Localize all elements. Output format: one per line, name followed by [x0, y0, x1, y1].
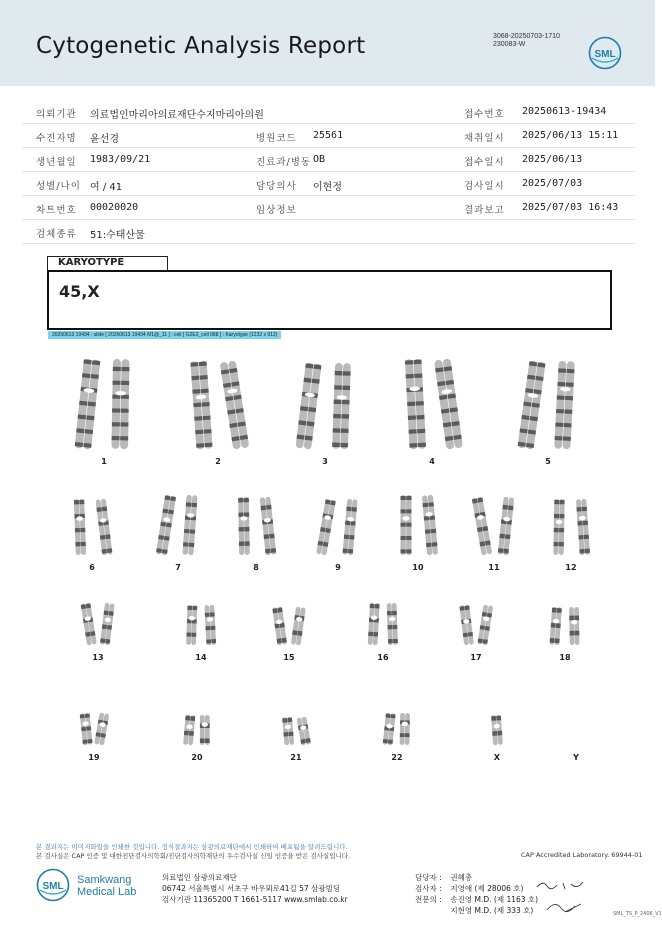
specialist-signature: [545, 896, 585, 916]
collection-label: 채취일시: [464, 133, 505, 144]
chromosome: [100, 603, 115, 646]
chromosome: [297, 716, 311, 745]
report-header: [0, 0, 655, 86]
sml-logo: [588, 36, 622, 70]
chromosome-label-15: 15: [283, 653, 295, 662]
reported-value: 2025/07/03 16:43: [522, 202, 619, 213]
chromosome: [477, 604, 493, 645]
chromosome-label-7: 7: [175, 563, 181, 572]
chromosome: [316, 499, 336, 556]
karyotype-tab: KARYOTYPE: [47, 256, 168, 270]
received-label: 접수일시: [464, 157, 505, 168]
chromosome: [182, 495, 197, 556]
tester-signature: [535, 878, 595, 892]
chromosome: [434, 358, 463, 449]
chromosome-label-11: 11: [488, 563, 500, 572]
chromosome-label-19: 19: [88, 753, 100, 762]
footer-note-accreditation: 본 검사실은 CAP 인증 및 대한진단검사의학회/진단검사의학재단의 우수검사실 신임 인증을 받은 검사실입니다.: [36, 852, 351, 860]
collection-value: 2025/06/13 15:11: [522, 130, 619, 141]
tester-label: 검사자 :: [415, 884, 442, 893]
chromosome: [405, 359, 426, 450]
report-title: Cytogenetic Analysis Report: [36, 33, 366, 59]
chromosome: [111, 359, 129, 449]
chromosome-label-1: 1: [101, 457, 107, 466]
info-row-dob: [22, 148, 636, 172]
chromosome: [272, 607, 287, 646]
chromosome: [156, 495, 176, 556]
chromosome: [332, 363, 351, 449]
chromosome: [550, 607, 562, 646]
karyotype-result: 45,X: [59, 282, 100, 301]
chromosome: [190, 361, 212, 450]
chromosome: [291, 607, 306, 646]
specimen-value: 51:수태산물: [90, 230, 145, 241]
chromosome: [260, 497, 277, 556]
foundation-address: 06742 서울특별시 서초구 바우뫼로41길 57 삼광빌딩: [162, 884, 341, 893]
staff-specialist: [415, 894, 538, 905]
karyogram-svg: [0, 340, 655, 780]
document-code: SML_TS_P_2406_V1: [613, 911, 662, 917]
chromosome: [553, 499, 564, 555]
hospital-code-value: 25561: [313, 130, 344, 141]
doctor-value: 이현정: [313, 182, 342, 193]
foundation-contact: 검사기관 11365200 T 1661-5117 www.smlab.co.kr: [162, 895, 348, 904]
chromosome: [422, 495, 438, 556]
samkwang-logo: [36, 866, 146, 902]
chromosome-label-10: 10: [412, 563, 424, 572]
chromosome: [554, 361, 575, 450]
sex-age-value: 여 / 41: [90, 182, 123, 193]
chromosome: [342, 499, 357, 556]
logo-name-line-1: Samkwang: [77, 874, 132, 886]
chromosome: [74, 499, 86, 555]
dob-value: 1983/09/21: [90, 154, 151, 165]
chromosome-label-12: 12: [565, 563, 577, 572]
chromosome: [498, 497, 515, 556]
karyogram-image-caption: 20250613 19434 : slide [ 20250613 19434 M1@_11 ] : cell [ G2E2_cell 088 ] : Karyotype (1232 x 912): [48, 331, 281, 339]
chromosome: [576, 499, 590, 556]
chromosome: [75, 358, 101, 449]
staff-manager: [415, 872, 472, 883]
report-code-line-1: 3068-20250703-1710: [493, 33, 560, 40]
samkwang-logo-icon: [36, 868, 70, 902]
receipt-no-label: 접수번호: [464, 109, 505, 120]
chromosome-label-18: 18: [559, 653, 571, 662]
chromosome: [387, 603, 398, 645]
chromosome: [80, 713, 93, 746]
chromosome: [200, 715, 210, 745]
patient-name-label: 수진자명: [36, 133, 77, 144]
chromosome: [383, 713, 396, 746]
institution-label: 의뢰기관: [36, 109, 77, 120]
karyogram-image: [0, 340, 655, 780]
dob-label: 생년월일: [36, 157, 77, 168]
chromosome-label-14: 14: [195, 653, 207, 662]
chromosome-label-21: 21: [290, 753, 302, 762]
specialist-2: 지현영 M.D. (제 333 호): [450, 906, 534, 915]
chromosome-label-6: 6: [89, 563, 95, 572]
chromosome-label-8: 8: [253, 563, 259, 572]
dept-value: OB: [313, 154, 326, 165]
chromosome: [459, 605, 474, 646]
doctor-label: 담당의사: [256, 181, 297, 192]
tester-name: 지영애 (제 28006 호): [450, 884, 524, 893]
cap-accreditation: CAP Accredited Laboratory. 69944-01: [521, 851, 643, 859]
chromosome-label-5: 5: [545, 457, 551, 466]
chromosome-label-13: 13: [92, 653, 104, 662]
chromosome-label-4: 4: [429, 457, 435, 466]
specialist-1: 송진영 M.D. (제 1163 호): [450, 895, 539, 904]
chromosome-label-y: Y: [573, 753, 579, 762]
chromosome: [81, 602, 97, 645]
info-row-specimen: [22, 220, 636, 244]
chromosome: [491, 715, 503, 746]
manager-label: 담당자 :: [415, 873, 442, 882]
chromosome-label-9: 9: [335, 563, 341, 572]
chromosome: [238, 497, 250, 555]
sex-age-label: 성별/나이: [36, 181, 81, 192]
chromosome: [186, 605, 197, 645]
chromosome: [517, 360, 545, 449]
chromosome-label-17: 17: [470, 653, 482, 662]
staff-tester: [415, 883, 523, 894]
info-row-patient: [22, 124, 636, 148]
footer-logo-text: SML: [42, 881, 64, 892]
chromosome: [569, 607, 579, 645]
tested-label: 검사일시: [464, 181, 505, 192]
chromosome: [295, 362, 321, 449]
dept-label: 진료과/병동: [256, 157, 312, 168]
specialist-label: 전문의 :: [415, 895, 442, 904]
chromosome-label-3: 3: [322, 457, 328, 466]
report-code-line-2: 230083-W: [493, 41, 526, 48]
chart-no-label: 차트번호: [36, 205, 77, 216]
info-row-chart: [22, 196, 636, 220]
karyotype-result-box: [47, 270, 612, 330]
footer-note-print: 본 결과지는 이미지화일을 인쇄한 것입니다. 정식결과지는 삼광의료재단에서 인쇄하여 배포됨을 알려드립니다.: [36, 843, 348, 851]
chart-no-value: 00020020: [90, 202, 139, 213]
receipt-no-value: 20250613-19434: [522, 106, 607, 117]
tested-value: 2025/07/03: [522, 178, 583, 189]
clinical-label: 임상정보: [256, 205, 297, 216]
chromosome: [95, 499, 112, 556]
staff-specialist-2: [415, 905, 533, 916]
chromosome-label-20: 20: [191, 753, 203, 762]
specimen-label: 검체종류: [36, 229, 77, 240]
foundation-name: 의료법인 삼광의료재단: [162, 873, 237, 882]
institution-value: 의료법인마리아의료재단수지마리아의원: [90, 110, 264, 121]
received-value: 2025/06/13: [522, 154, 583, 165]
chromosome: [400, 713, 410, 745]
chromosome: [183, 715, 195, 746]
chromosome: [472, 497, 493, 556]
chromosome-label-x: X: [493, 753, 501, 762]
sml-logo-text: SML: [594, 49, 616, 60]
chromosome-label-2: 2: [215, 457, 221, 466]
chromosome-label-16: 16: [377, 653, 389, 662]
chromosome: [204, 605, 216, 645]
chromosome: [220, 360, 250, 449]
info-row-sex-age: [22, 172, 636, 196]
logo-name-line-2: Medical Lab: [77, 886, 137, 898]
info-row-institution: [22, 100, 636, 124]
manager-name: 권혜총: [450, 873, 473, 882]
chromosome: [282, 717, 294, 746]
patient-name-value: 윤선경: [90, 134, 119, 145]
chromosome: [368, 603, 380, 645]
chromosome-label-22: 22: [391, 753, 403, 762]
hospital-code-label: 병원코드: [256, 133, 297, 144]
chromosome: [94, 712, 109, 745]
chromosome: [400, 495, 411, 555]
reported-label: 결과보고: [464, 205, 505, 216]
